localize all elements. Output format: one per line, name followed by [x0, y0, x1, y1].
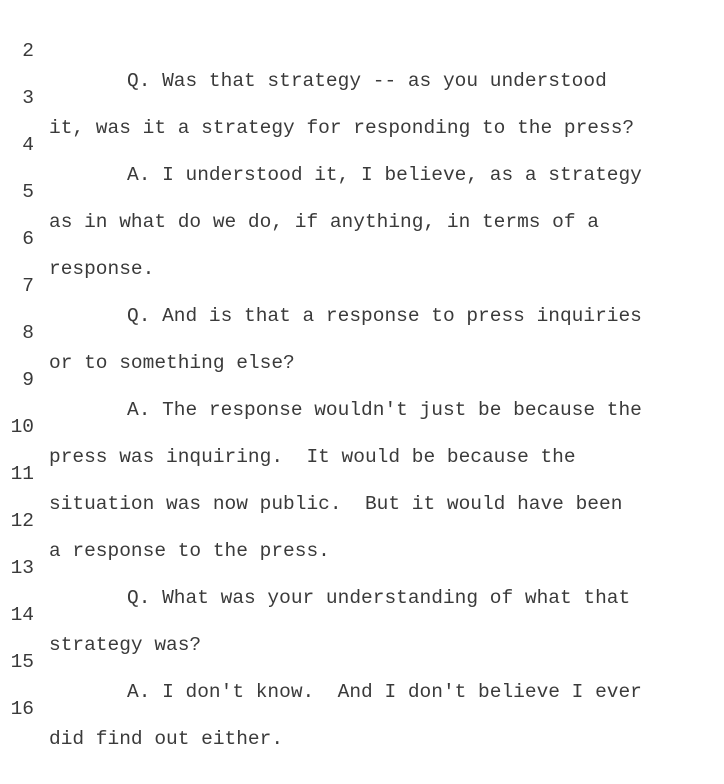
transcript-line — [0, 570, 724, 656]
transcript-line — [0, 288, 724, 374]
line-number: 4 — [22, 134, 34, 156]
line-number: 14 — [10, 604, 34, 626]
line-text: Q. Was that strategy -- as you understood — [127, 70, 607, 92]
line-text: press was inquiring. It would be because the — [49, 446, 576, 468]
transcript-line — [0, 429, 724, 515]
line-number: 9 — [22, 369, 34, 391]
line-text: did find out either. — [49, 728, 284, 750]
line-number: 11 — [10, 463, 34, 485]
transcript-line — [0, 6, 724, 92]
line-text: Q. What was your understanding of what that — [127, 587, 631, 609]
transcript-line — [0, 382, 724, 468]
line-number: 5 — [22, 181, 34, 203]
line-number: 2 — [22, 40, 34, 62]
transcript-line — [0, 664, 724, 750]
line-text: situation was now public. But it would have been — [49, 493, 623, 515]
line-number: 15 — [10, 651, 34, 673]
line-number: 10 — [10, 416, 34, 438]
line-number: 7 — [22, 275, 34, 297]
transcript-line — [0, 523, 724, 609]
line-number: 6 — [22, 228, 34, 250]
line-text: A. The response wouldn't just be because the — [127, 399, 642, 421]
line-number: 13 — [10, 557, 34, 579]
transcript-line — [0, 100, 724, 186]
transcript-line — [0, 617, 724, 703]
transcript-line — [0, 53, 724, 139]
line-text: A. I don't know. And I don't believe I ever — [127, 681, 642, 703]
line-number: 3 — [22, 87, 34, 109]
line-text: or to something else? — [49, 352, 295, 374]
transcript-line — [0, 476, 724, 562]
line-text: it, was it a strategy for responding to the press? — [49, 117, 635, 139]
line-text: a response to the press. — [49, 540, 330, 562]
line-text: strategy was? — [49, 634, 202, 656]
line-number: 16 — [10, 698, 34, 720]
transcript-line — [0, 194, 724, 280]
transcript-line — [0, 241, 724, 327]
line-text: response. — [49, 258, 155, 280]
transcript-line — [0, 147, 724, 233]
line-text: as in what do we do, if anything, in terms of a — [49, 211, 599, 233]
line-text: A. I understood it, I believe, as a strategy — [127, 164, 642, 186]
line-number: 12 — [10, 510, 34, 532]
line-number: 8 — [22, 322, 34, 344]
transcript-line — [0, 335, 724, 421]
line-text: Q. And is that a response to press inquiries — [127, 305, 642, 327]
